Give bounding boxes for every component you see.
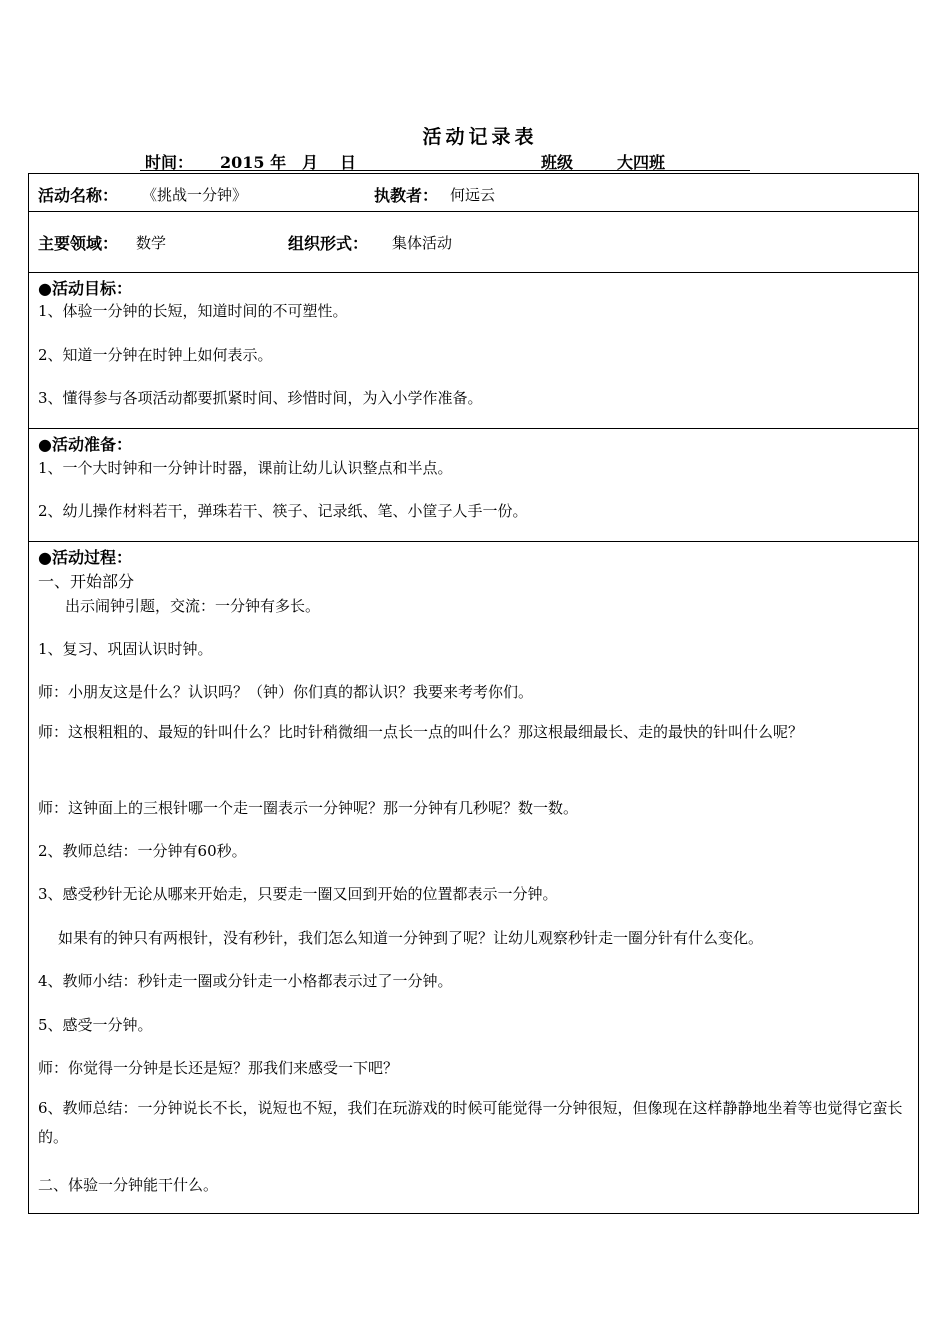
process-line: 师：小朋友这是什么？认识吗？（钟）你们真的都认识？我要来考考你们。 — [38, 683, 534, 701]
goals-section — [29, 273, 918, 429]
class-label: 班级 — [541, 153, 574, 172]
goal-item: 3、懂得参与各项活动都要抓紧时间、珍惜时间，为入小学作准备。 — [38, 389, 483, 407]
header-underline — [140, 170, 750, 171]
process-part-heading: 一、开始部分 — [38, 572, 135, 591]
goals-title: ●活动目标： — [38, 279, 132, 298]
process-line: 1、复习、巩固认识时钟。 — [38, 640, 213, 658]
year-value: 2015 年 — [220, 153, 287, 172]
process-line: 5、感受一分钟。 — [38, 1016, 153, 1034]
process-line: 出示闹钟引题，交流：一分钟有多长。 — [65, 597, 321, 615]
month-value: 月 — [302, 153, 319, 172]
domain-row — [29, 212, 918, 273]
domain-value: 数学 — [136, 234, 167, 252]
form-label: 组织形式： — [288, 234, 369, 253]
goal-item: 2、知道一分钟在时钟上如何表示。 — [38, 346, 273, 364]
activity-row — [29, 174, 918, 212]
prep-title: ●活动准备： — [38, 435, 132, 454]
process-paragraph: 师：这根粗粗的、最短的针叫什么？比时针稍微细一点长一点的叫什么？那这根最细最长、走的最快的针叫什么呢？ — [38, 723, 804, 741]
activity-name-value: 《挑战一分钟》 — [142, 186, 248, 204]
page-title: 活动记录表 — [422, 126, 538, 148]
process-part-heading: 二、体验一分钟能干什么。 — [38, 1176, 219, 1194]
process-line: 4、教师小结：秒针走一圈或分针走一小格都表示过了一分钟。 — [38, 972, 453, 990]
record-table — [28, 173, 919, 1214]
process-line: 3、感受秒针无论从哪来开始走，只要走一圈又回到开始的位置都表示一分钟。 — [38, 885, 558, 903]
form-value: 集体活动 — [392, 234, 453, 252]
day-value: 日 — [340, 153, 357, 172]
prep-item: 1、一个大时钟和一分钟计时器，课前让幼儿认识整点和半点。 — [38, 459, 453, 477]
prep-section — [29, 429, 918, 542]
process-line: 如果有的钟只有两根针，没有秒针，我们怎么知道一分钟到了呢？让幼儿观察秒针走一圈分针有什么变化。 — [58, 929, 764, 947]
process-paragraph: 6、教师总结：一分钟说长不长，说短也不短，我们在玩游戏的时候可能觉得一分钟很短，但像现在这样静静地坐着等也觉得它蛮长的。 — [38, 1099, 903, 1146]
process-line: 师：这钟面上的三根针哪一个走一圈表示一分钟呢？那一分钟有几秒呢？数一数。 — [38, 799, 579, 817]
process-line: 师：你觉得一分钟是长还是短？那我们来感受一下吧？ — [38, 1059, 399, 1077]
domain-label: 主要领域： — [38, 234, 119, 253]
goal-item: 1、体验一分钟的长短，知道时间的不可塑性。 — [38, 302, 348, 320]
process-section — [29, 542, 918, 1214]
time-label: 时间： — [145, 153, 194, 172]
class-value: 大四班 — [617, 153, 666, 172]
process-line: 2、教师总结：一分钟有60秒。 — [38, 842, 247, 860]
prep-item: 2、幼儿操作材料若干，弹珠若干、筷子、记录纸、笔、小筐子人手一份。 — [38, 502, 528, 520]
activity-name-label: 活动名称： — [38, 186, 119, 205]
teacher-label: 执教者： — [374, 186, 439, 205]
teacher-value: 何远云 — [450, 186, 496, 204]
process-title: ●活动过程： — [38, 548, 132, 567]
